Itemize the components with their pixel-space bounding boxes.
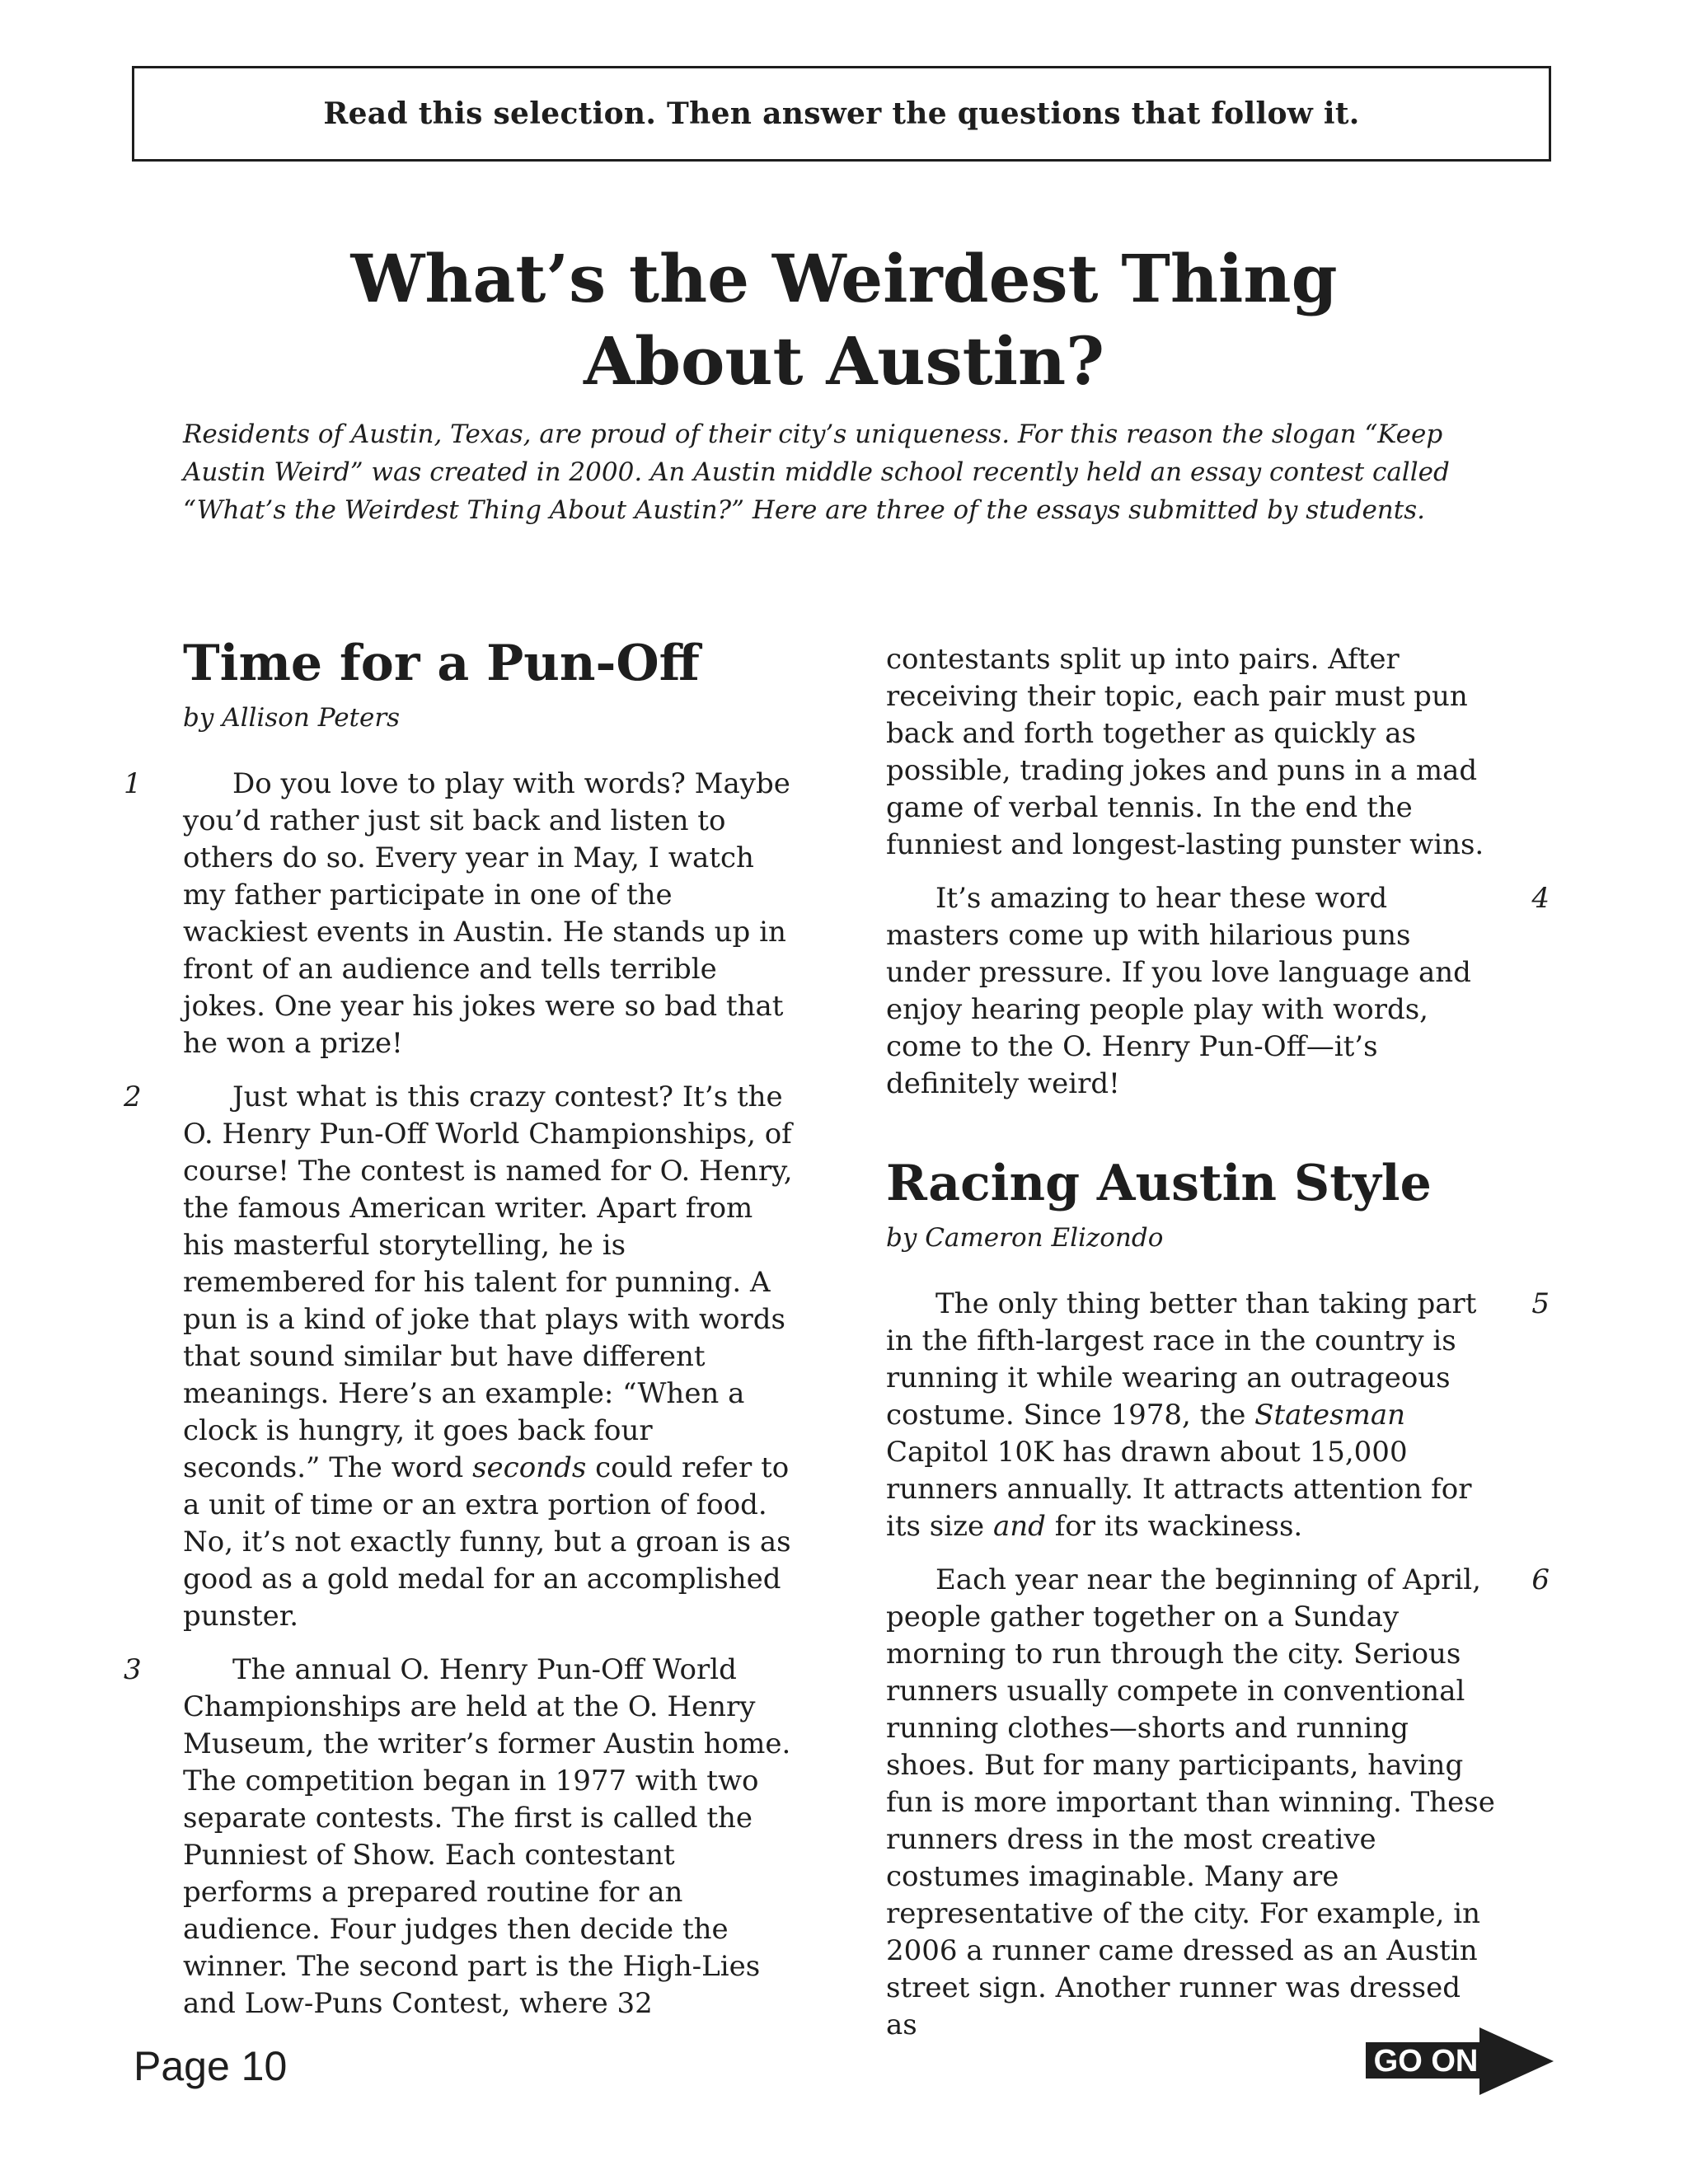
paragraph (886, 880, 1550, 1103)
paragraph-text: contestants split up into pairs. After receiving their topic, each pair must pun back and forth together as quickly as possible, trading jokes and puns in a mad game of verbal tennis. In the end the funniest and longest-lasting punster wins. (886, 643, 1484, 861)
paragraph-text: The only thing better than taking part in the fifth-largest race in the country is running it while wearing an outrageous costume. Since 1978, the (886, 1287, 1477, 1432)
right-column (886, 641, 1550, 2044)
emphasis: and (992, 1510, 1046, 1543)
paragraph-text: Do you love to play with words? Maybe you’d rather just sit back and listen to others do so. Every year in May, I watch my father participate in one of the wackiest events in Austin. He stands up in front of an audience and tells terrible jokes. One year his jokes were so bad that he won a prize! (183, 767, 790, 1060)
go-on-indicator (1364, 2026, 1554, 2097)
instructions-box (132, 66, 1551, 162)
paragraph-text: Each year near the beginning of April, people gather together on a Sunday morning to run through the city. Serious runners usually compete in conventional running clothes—shorts and running shoes. But for many participants, having fun is more important than winning. These runners dress in the most creative costumes imaginable. Many are representative of the city. For example, in 2006 a runner came dressed as an Austin street sign. Another runner was dressed as (886, 1563, 1495, 2041)
left-column (124, 630, 793, 2022)
paragraph-number: 6 (1531, 1563, 1550, 1596)
paragraph (886, 1286, 1550, 1545)
title-line-1: What’s the Weirdest Thing (350, 240, 1338, 317)
paragraph-continued (886, 641, 1496, 864)
page-title (0, 237, 1688, 402)
paragraph-number: 3 (124, 1653, 142, 1686)
essay-title: Time for a Pun-Off (183, 635, 700, 692)
paragraph-text: It’s amazing to hear these word masters come up with hilarious puns under pressure. If you love language and enjoy hearing people play with words, come to the O. Henry Pun-Off—it’s definitely weird! (886, 882, 1471, 1100)
paragraph-text: Just what is this crazy contest? It’s the O. Henry Pun-Off World Championships, of course! The contest is named for O. Henry, the famous American writer. Apart from his masterful storytelling, he is remembered for his talent for punning. A pun is a kind of joke that plays with words that sound similar but have different meanings. Here’s an example: “When a clock is hungry, it goes back four seconds.” The word (183, 1080, 793, 1484)
paragraph (124, 1652, 793, 2022)
paragraph-number: 4 (1531, 882, 1550, 915)
paragraph-number: 5 (1531, 1287, 1550, 1320)
paragraph-text: The annual O. Henry Pun-Off World Championships are held at the O. Henry Museum, the writer’s former Austin home. The competition began in 1977 with two separate contests. The first is called the Punniest of Show. Each contestant performs a prepared routine for an audience. Four judges then decide the winner. The second part is the High-Lies and Low-Puns Contest, where 32 (183, 1653, 791, 2020)
paragraph-number: 1 (124, 767, 142, 800)
go-on-label: GO ON (1366, 2042, 1486, 2079)
instructions-text: Read this selection. Then answer the questions that follow it. (323, 96, 1360, 131)
byline: by Allison Peters (183, 703, 401, 733)
paragraph-text: Capitol 10K has drawn about 15,000 runners annually. It attracts attention for its size (886, 1436, 1472, 1543)
paragraph (124, 1079, 793, 1635)
page-number: Page 10 (134, 2043, 288, 2089)
intro-text: Residents of Austin, Texas, are proud of their city’s uniqueness. For this reason the slogan “Keep Austin Weird” was created in 2000. An Austin middle school recently held an essay contest called “What’s the Weirdest Thing About Austin?” Here are three of the essays submitted by students. (183, 419, 1450, 525)
emphasis: seconds (472, 1451, 587, 1484)
paragraph-text: could refer to a unit of time or an extra portion of food. No, it’s not exactly funny, but a groan is as good as a gold medal for an accomplished punster. (183, 1451, 791, 1633)
paragraph (886, 1562, 1550, 2044)
paragraph-number: 2 (124, 1080, 142, 1113)
byline: by Cameron Elizondo (886, 1223, 1164, 1253)
emphasis: Statesman (1254, 1399, 1406, 1432)
paragraph (124, 766, 793, 1062)
paragraph-text: for its wackiness. (1045, 1510, 1303, 1543)
essay-title: Racing Austin Style (886, 1155, 1432, 1212)
title-line-2: About Austin? (584, 322, 1104, 400)
